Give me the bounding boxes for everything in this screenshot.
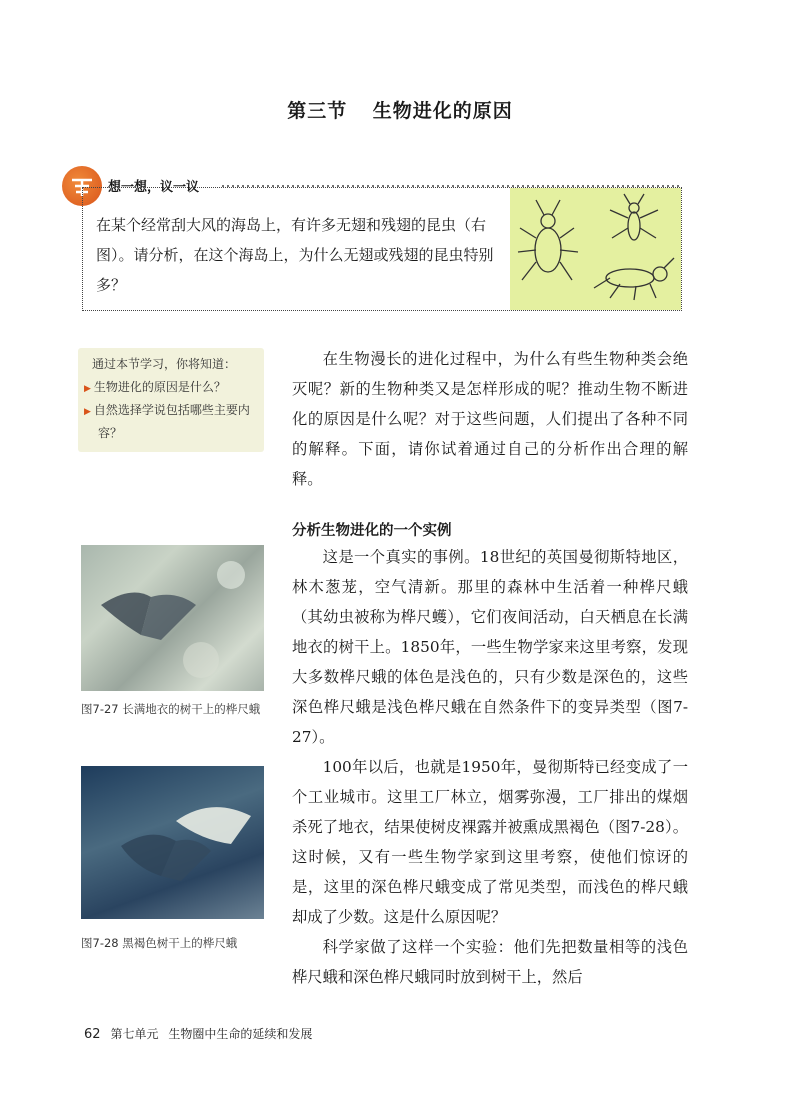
intro-paragraph: 在生物漫长的进化过程中，为什么有些生物种类会绝灭呢？新的生物种类又是怎样形成的呢？推动生物不断进化的原因是什么呢？对于这些问题，人们提出了各种不同的解释。下面，请你试着通过自己的分析作出合理的解释。 xyxy=(292,350,688,488)
learning-objectives-list xyxy=(84,377,259,444)
page-footer xyxy=(84,1025,312,1042)
list-item: ▶ 生物进化的原因是什么？ xyxy=(84,380,226,394)
learning-objectives-title: 通过本节学习，你将知道： xyxy=(92,357,237,371)
subheading: 分析生物进化的一个实例 xyxy=(292,523,452,539)
page-number: 62 xyxy=(84,1027,101,1042)
think-question: 在某个经常刮大风的海岛上，有许多无翅和残翅的昆虫（右图）。请分析，在这个海岛上，为什么无翅或残翅的昆虫特别多？ xyxy=(96,216,494,294)
body-paragraph: 这是一个真实的事例。18世纪的英国曼彻斯特地区，林木葱茏，空气清新。那里的森林中生活着一种桦尺蛾（其幼虫被称为桦尺蠖），它们夜间活动，白天栖息在长满地衣的树干上。1850年，一些生物学家来这里考察，发现大多数桦尺蛾的体色是浅色的，只有少数是深色的，这些深色桦尺蛾是浅色桦尺蛾在自然条件下的变异类型（图7-27）。 xyxy=(292,548,688,746)
think-discuss-label: 想一想，议一议 xyxy=(108,180,200,195)
figure-7-27-caption: 图7-27 长满地衣的树干上的桦尺蛾 xyxy=(81,702,261,716)
figure-7-28-photo xyxy=(81,766,264,919)
body-paragraph: 科学家做了这样一个实验：他们先把数量相等的浅色桦尺蛾和深色桦尺蛾同时放到树干上，然后 xyxy=(292,938,688,986)
figure-7-28-caption: 图7-28 黑褐色树干上的桦尺蛾 xyxy=(81,936,238,950)
body-paragraph: 100年以后，也就是1950年，曼彻斯特已经变成了一个工业城市。这里工厂林立，烟雾弥漫，工厂排出的煤烟杀死了地衣，结果使树皮裸露并被熏成黑褐色（图7-28）。这时候，又有一些生物学家到这里考察，使他们惊讶的是，这里的深色桦尺蛾变成了常见类型，而浅色的桦尺蛾却成了少数。这是什么原因呢？ xyxy=(292,758,688,926)
body-text xyxy=(292,542,688,992)
section-title: 第三节 生物进化的原因 xyxy=(287,100,513,122)
bullet-icon: ▶ xyxy=(84,407,91,417)
list-item: ▶ 自然选择学说包括哪些主要内容？ xyxy=(84,403,250,440)
unit-title: 第七单元 生物圈中生命的延续和发展 xyxy=(110,1027,313,1041)
bullet-icon: ▶ xyxy=(84,384,91,394)
figure-7-27-photo xyxy=(81,545,264,691)
insects-illustration xyxy=(510,188,681,310)
